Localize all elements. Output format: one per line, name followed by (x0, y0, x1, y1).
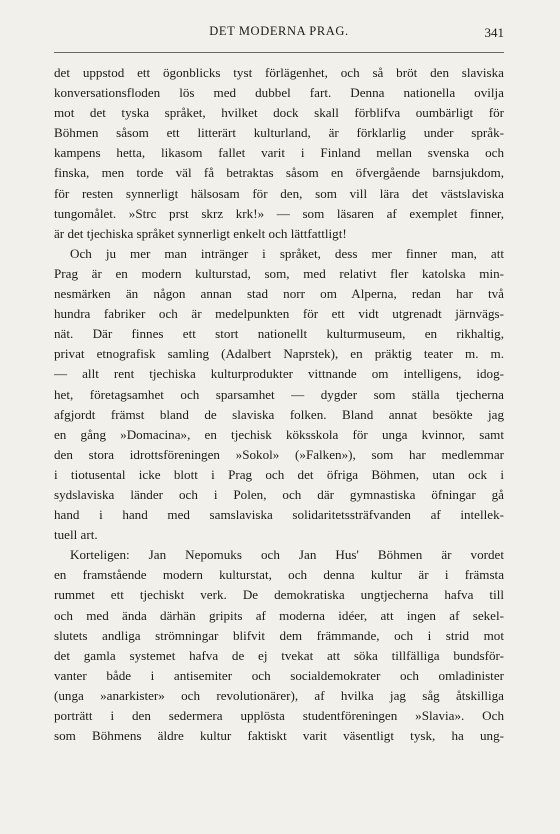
text-line: den stora idrottsföreningen »Sokol» (»Falken»), som har medlemmar (54, 446, 504, 462)
text-line: hand i hand med samslaviska solidaritetssträfvanden af intellek- (54, 507, 504, 523)
page-number: 341 (484, 25, 504, 40)
text-line: Prag är en modern kulturstad, som, med relativt fler katolska min- (54, 265, 504, 281)
text-line: och med ända därhän gripits af moderna idéer, att ingen af sekel- (54, 607, 504, 623)
text-line: kampens hetta, likasom fallet varit i Finland mellan svenska och (54, 145, 504, 161)
text-line: — allt rent tjechiska kulturprodukter vittnande om intelligens, idog- (54, 366, 504, 382)
text-line: slutets andliga strömningar blifvit dem främmande, och i strid mot (54, 627, 504, 643)
body-text (54, 63, 504, 746)
text-line: mot det tyska språket, hvilket dock skall förblifva oumbärligt för (54, 105, 504, 121)
running-head: DET MODERNA PRAG. (209, 24, 349, 38)
text-line: sydslaviska länder och i Polen, och där gymnastiska öfningar gå (54, 486, 504, 502)
text-line: konversationsfloden lös med dubbel fart. Denna nationella ovilja (54, 85, 504, 101)
text-line: tuell art. (54, 527, 98, 543)
text-line: hundra fabriker och är medelpunkten för ett vidt utgrenadt järnvägs- (54, 306, 504, 322)
text-line: het, företagsamhet och sparsamhet — dygder som ställa tjecherna (54, 386, 504, 402)
text-line: som Böhmens äldre kultur faktiskt varit väsentligt tysk, ha ung- (54, 728, 504, 744)
text-line: en framstående modern kulturstat, och denna kultur är i främsta (54, 567, 504, 583)
text-line: det uppstod ett ögonblicks tyst förlägenhet, och så bröt den slaviska (54, 65, 504, 80)
text-line: tungomålet. »Strc prst skrz krk!» — som läsaren af exemplet finner, (54, 205, 504, 221)
text-line: porträtt i den sedermera upplösta studentföreningen »Slavia». Och (54, 708, 504, 723)
text-line: finska, men torde väl få betraktas såsom en öfvergående barnsjukdom, (54, 165, 504, 181)
text-line: afgjordt främst bland de slaviska folken. Bland annat besökte jag (54, 406, 504, 422)
text-line: i tiotusental icke blott i Prag och det öfriga Böhmen, utan ock i (54, 466, 504, 482)
text-line: Böhmen såsom ett litterärt kulturland, är förklarlig under språk- (54, 125, 504, 141)
page-header (54, 24, 504, 48)
paragraph-start-line: Korteligen: Jan Nepomuks och Jan Hus' Böhmen är vordet (70, 547, 504, 563)
text-line: privat etnografisk samling (Adalbert Naprstek), en präktig teater m. m. (54, 346, 504, 362)
text-line: en gång »Domacina», en tjechisk köksskola för unga kvinnor, samt (54, 426, 504, 442)
text-line: nesmärken än någon annan stad norr om Alperna, redan har två (54, 286, 504, 302)
text-line: för resten synnerligt hälsosam för den, som vill lära det västslaviska (54, 185, 504, 201)
text-line: vanter både i antisemiter och socialdemokrater och omladinister (54, 667, 504, 683)
text-line: är det tjechiska språket synnerligt enkelt och lättfattligt! (54, 225, 347, 241)
text-line: rummet ett tjechiskt verk. De demokratiska ungtjecherna hafva till (54, 587, 504, 603)
text-line: nät. Där finnes ett stort nationellt kulturmuseum, en rikhaltig, (54, 326, 504, 342)
header-rule (54, 52, 504, 53)
text-line: det gamla systemet hafva de ej tvekat att söka tillfälliga bundsför- (54, 647, 504, 663)
text-line: (unga »anarkister» och revolutionärer), af hvilka jag såg åtskilliga (54, 687, 504, 703)
paragraph-start-line: Och ju mer man intränger i språket, dess mer finner man, att (70, 245, 504, 261)
